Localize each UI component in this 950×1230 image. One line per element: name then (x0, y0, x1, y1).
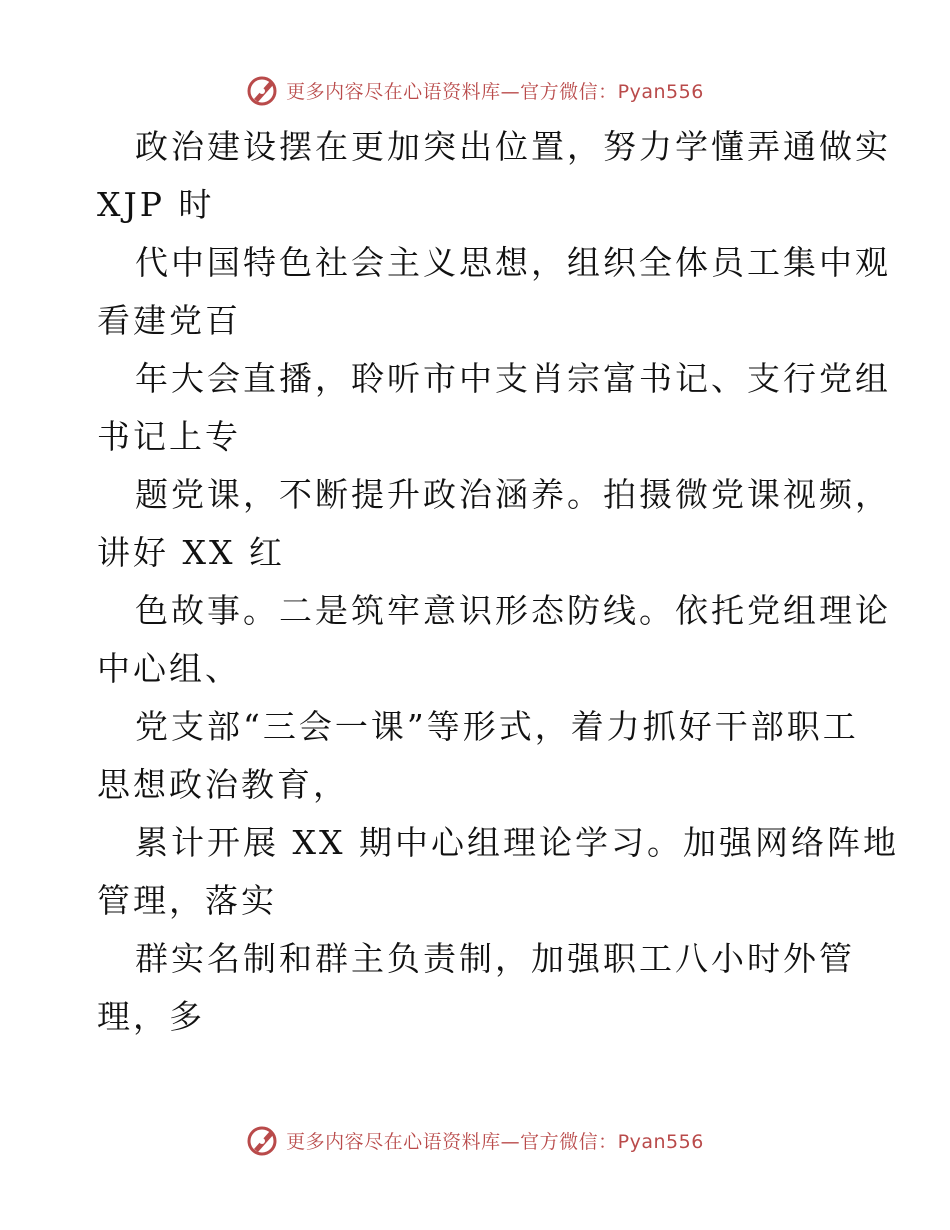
body-line: 题党课，不断提升政治涵养。拍摄微党课视频， (135, 475, 891, 514)
body-line: XJP 时 (97, 185, 215, 224)
body-line: 群实名制和群主负责制，加强职工八小时外管 (135, 939, 855, 978)
body-line: 年大会直播，聆听市中支肖宗富书记、支行党组 (135, 359, 891, 398)
header-banner (0, 70, 950, 110)
body-line: 思想政治教育， (97, 765, 349, 804)
body-line: 管理，落实 (97, 881, 277, 920)
footer-banner (0, 1120, 950, 1160)
header-banner-text: 更多内容尽在心语资料库—官方微信：Pyan556 (286, 80, 704, 103)
body-line: 书记上专 (97, 417, 241, 456)
body-line: 代中国特色社会主义思想，组织全体员工集中观 (135, 243, 891, 282)
body-line: 政治建设摆在更加突出位置，努力学懂弄通做实 (135, 127, 891, 166)
body-line: 理，多 (97, 997, 205, 1036)
body-line: 中心组、 (97, 649, 241, 688)
body-line: 党支部“三会一课”等形式，着力抓好干部职工 (135, 707, 859, 746)
body-line: 看建党百 (97, 301, 241, 340)
footer-banner-text: 更多内容尽在心语资料库—官方微信：Pyan556 (286, 1130, 704, 1153)
body-line: 讲好 XX 红 (97, 533, 285, 572)
body-line: 色故事。二是筑牢意识形态防线。依托党组理论 (135, 591, 891, 630)
document-body (97, 118, 899, 1046)
pen-circle-logo-icon (246, 1123, 280, 1157)
pen-circle-logo-icon (246, 73, 280, 107)
body-line: 累计开展 XX 期中心组理论学习。加强网络阵地 (135, 823, 899, 862)
